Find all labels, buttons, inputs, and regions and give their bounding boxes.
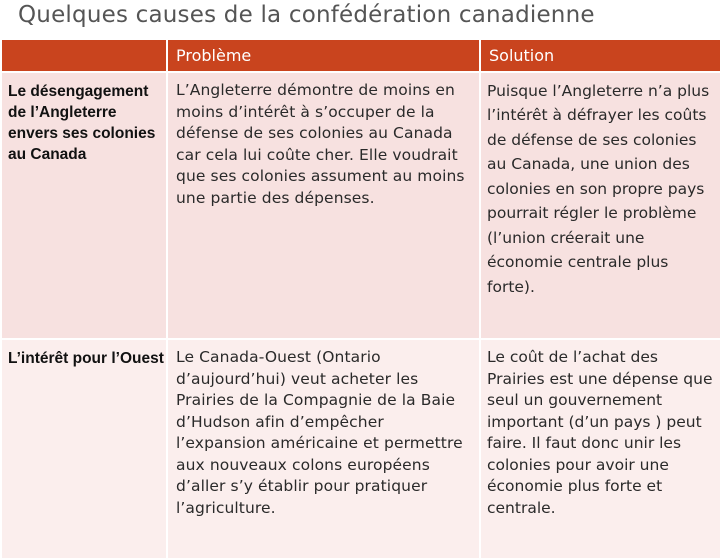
- cause-label: L’intérêt pour l’Ouest: [1, 339, 167, 559]
- column-header-empty: [1, 39, 167, 72]
- solution-cell: Puisque l’Angleterre n’a plus l’intérêt à défrayer les coûts de défense de ses colonies au Canada, une union des colonies en son propre pays pourrait régler le problème (l’union créerait une économie centrale plus forte).: [480, 72, 720, 339]
- table-row: [1, 339, 720, 559]
- column-header-probleme: Problème: [167, 39, 480, 72]
- solution-cell: Le coût de l’achat des Prairies est une dépense que seul un gouvernement important (d’un pays ) peut faire. Il faut donc unir les colonies pour avoir une économie plus forte et centrale.: [480, 339, 720, 559]
- causes-table: [0, 38, 720, 560]
- probleme-cell: Le Canada-Ouest (Ontario d’aujourd’hui) veut acheter les Prairies de la Compagnie de la Baie d’Hudson afin d’empêcher l’expansion américaine et permettre aux nouveaux colons européens d’aller s’y établir pour pratiquer l’agriculture.: [167, 339, 480, 559]
- probleme-cell: L’Angleterre démontre de moins en moins d’intérêt à s’occuper de la défense de ses colonies au Canada car cela lui coûte cher. Elle voudrait que ses colonies assument au moins une partie des dépenses.: [167, 72, 480, 339]
- table-row: [1, 72, 720, 339]
- column-header-solution: Solution: [480, 39, 720, 72]
- cause-label: Le désengagement de l’Angleterre envers ses colonies au Canada: [1, 72, 167, 339]
- table-header-row: [1, 39, 720, 72]
- page-title: Quelques causes de la confédération canadienne: [18, 2, 595, 28]
